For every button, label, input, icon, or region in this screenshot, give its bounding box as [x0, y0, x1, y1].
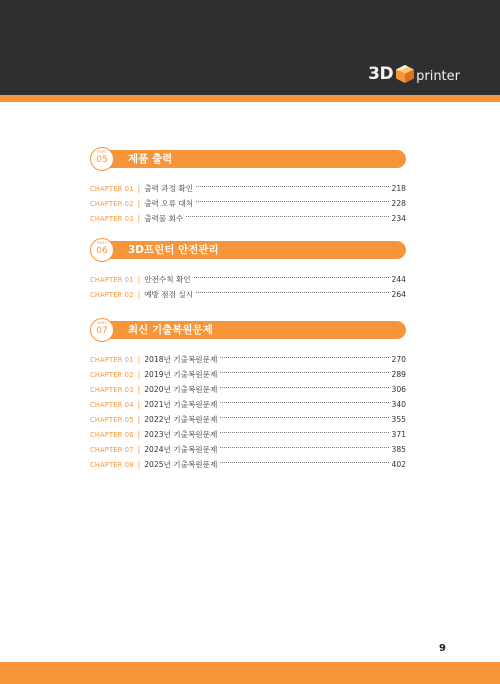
part-label: PART: [97, 241, 107, 245]
separator: |: [137, 275, 141, 284]
section-header: [90, 318, 406, 342]
toc-section-part-05: [90, 147, 406, 221]
separator: |: [137, 415, 141, 424]
chapter-label: CHAPTER 01: [90, 355, 134, 364]
section-header: [90, 147, 406, 171]
chapter-label: CHAPTER 03: [90, 214, 134, 223]
dot-leader: [220, 437, 388, 452]
chapter-title: 출력물 회수: [144, 214, 184, 223]
chapter-label: CHAPTER 08: [90, 460, 134, 469]
dot-leader: [196, 191, 388, 206]
chapter-label: CHAPTER 02: [90, 290, 134, 299]
chapter-label: CHAPTER 03: [90, 385, 134, 394]
dot-leader: [220, 452, 388, 467]
toc-section-part-06: [90, 238, 406, 297]
cube-icon: [395, 64, 415, 84]
part-number: 07: [96, 326, 108, 336]
part-number: 05: [96, 155, 108, 165]
page-ref: 264: [391, 290, 406, 299]
separator: |: [137, 184, 141, 193]
dot-leader: [220, 407, 388, 422]
chapter-list: [90, 176, 406, 221]
dot-leader: [220, 362, 388, 377]
toc-section-part-07: [90, 318, 406, 467]
chapter-label: CHAPTER 01: [90, 184, 134, 193]
dot-leader: [220, 422, 388, 437]
section-title: 최신 기출복원문제: [128, 324, 213, 336]
chapter-title: 2022년 기출복원문제: [144, 415, 218, 424]
page-ref: 228: [391, 199, 406, 208]
page-ref: 385: [391, 445, 406, 454]
page-number: 9: [439, 643, 446, 654]
separator: |: [137, 290, 141, 299]
part-label: PART: [97, 150, 107, 154]
page-ref: 306: [391, 385, 406, 394]
dot-leader: [220, 377, 388, 392]
chapter-label: CHAPTER 07: [90, 445, 134, 454]
chapter-title: 2019년 기출복원문제: [144, 370, 218, 379]
chapter-label: CHAPTER 01: [90, 275, 134, 284]
section-title: 3D프린터 안전관리: [128, 244, 219, 256]
section-header: [90, 238, 406, 262]
chapter-title: 2021년 기출복원문제: [144, 400, 218, 409]
header-accent-stripe: [0, 95, 500, 102]
toc-entry[interactable]: [90, 347, 406, 362]
page-ref: 340: [391, 400, 406, 409]
part-number: 06: [96, 246, 108, 256]
dot-leader: [194, 267, 389, 282]
chapter-title: 안전수칙 확인: [144, 275, 191, 284]
page-footer-bar: [0, 662, 500, 684]
logo-prefix: 3D: [368, 64, 394, 84]
separator: |: [137, 400, 141, 409]
chapter-label: CHAPTER 06: [90, 430, 134, 439]
page-ref: 402: [391, 460, 406, 469]
chapter-title: 출력 과정 확인: [144, 184, 194, 193]
separator: |: [137, 370, 141, 379]
chapter-title: 2018년 기출복원문제: [144, 355, 218, 364]
separator: |: [137, 460, 141, 469]
separator: |: [137, 385, 141, 394]
part-badge: [90, 318, 114, 342]
chapter-title: 2020년 기출복원문제: [144, 385, 218, 394]
chapter-title: 예방 점검 실시: [144, 290, 194, 299]
toc-entry[interactable]: [90, 176, 406, 191]
page-ref: 270: [391, 355, 406, 364]
part-badge: [90, 238, 114, 262]
separator: |: [137, 430, 141, 439]
chapter-list: [90, 347, 406, 467]
chapter-label: CHAPTER 02: [90, 370, 134, 379]
brand-logo: [368, 62, 460, 86]
page-ref: 234: [391, 214, 406, 223]
page-ref: 355: [391, 415, 406, 424]
separator: |: [137, 355, 141, 364]
separator: |: [137, 214, 141, 223]
chapter-title: 2023년 기출복원문제: [144, 430, 218, 439]
chapter-title: 2025년 기출복원문제: [144, 460, 218, 469]
separator: |: [137, 199, 141, 208]
page-ref: 218: [391, 184, 406, 193]
chapter-label: CHAPTER 05: [90, 415, 134, 424]
toc-entry[interactable]: [90, 267, 406, 282]
dot-leader: [196, 176, 388, 191]
separator: |: [137, 445, 141, 454]
chapter-label: CHAPTER 04: [90, 400, 134, 409]
chapter-label: CHAPTER 02: [90, 199, 134, 208]
part-label: PART: [97, 321, 107, 325]
page-ref: 244: [391, 275, 406, 284]
page-ref: 371: [391, 430, 406, 439]
part-badge: [90, 147, 114, 171]
page-ref: 289: [391, 370, 406, 379]
section-title: 제품 출력: [128, 153, 173, 165]
logo-suffix: printer: [416, 69, 460, 84]
dot-leader: [220, 392, 388, 407]
chapter-title: 2024년 기출복원문제: [144, 445, 218, 454]
chapter-list: [90, 267, 406, 297]
chapter-title: 출력 오류 대처: [144, 199, 194, 208]
dot-leader: [186, 206, 388, 221]
dot-leader: [220, 347, 388, 362]
dot-leader: [196, 282, 388, 297]
